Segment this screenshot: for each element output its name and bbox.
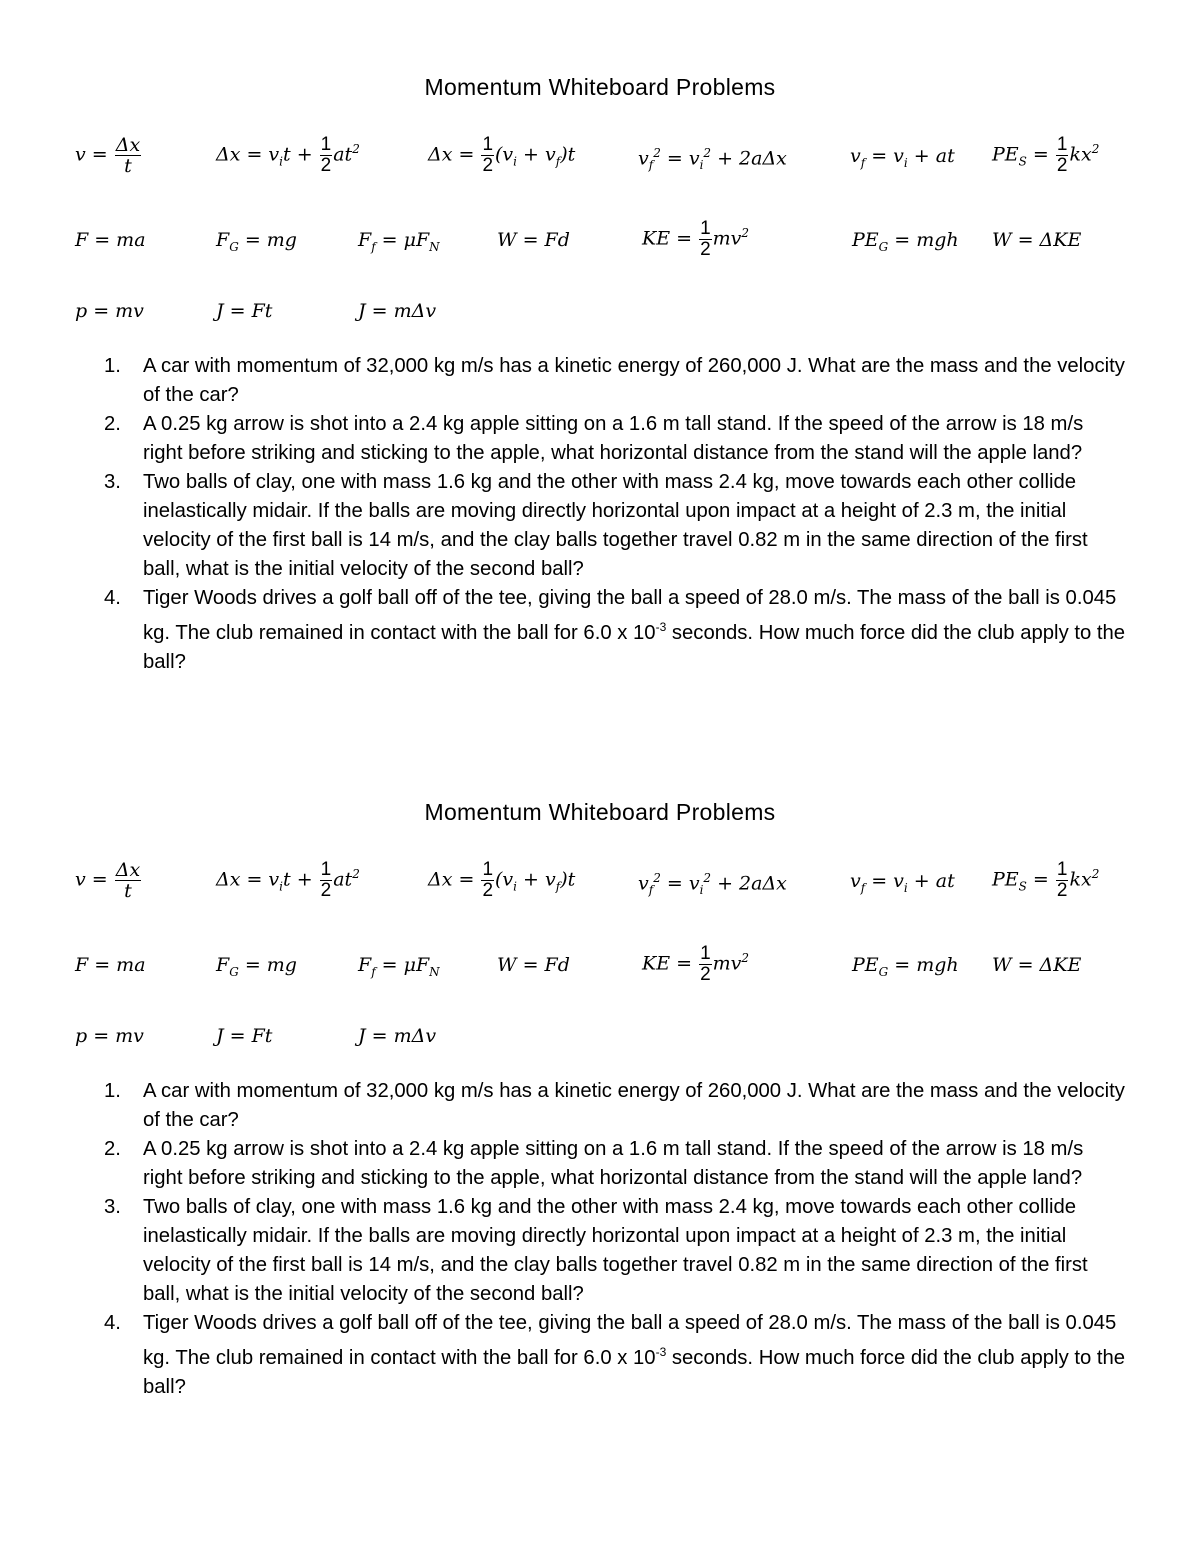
equation-impulse-momentum: J = mΔv bbox=[358, 300, 437, 322]
problem-item: 3. Two balls of clay, one with mass 1.6 kg and the other with mass 2.4 kg, move towards each other collide inelastically midair. If the balls are moving directly horizontal upon impact at a height of 2.3 m, the initial velocity of the first ball is 14 m/s, and the clay balls together travel 0.82 m in the same direction of the first ball, what is the initial velocity of the second ball? bbox=[104, 471, 1088, 580]
equation-work-energy: W = ΔKE bbox=[992, 954, 1082, 976]
equation-displacement-avg: Δx = $\frac{1}{2}$ $(v_i + v_f)t$ bbox=[428, 859, 576, 901]
equation-work-energy: W = ΔKE bbox=[992, 229, 1082, 251]
equation-spring-pe: $PE_S$ = $\frac{1}{2}$ $kx^2$ bbox=[992, 859, 1100, 901]
equation-newton-second: F = ma bbox=[75, 229, 146, 251]
equation-vf-squared: $v_f^2 = v_i^2 + 2a\Delta x$ bbox=[638, 871, 787, 898]
equation-displacement-avg: Δx = $\frac{1}{2}$ $(v_i + v_f)t$ bbox=[428, 134, 576, 176]
equation-velocity: v = $\frac{\Delta x}{t}$ bbox=[75, 134, 141, 177]
problem-item: 1. A car with momentum of 32,000 kg m/s has a kinetic energy of 260,000 J. What are the mass and the velocity of the car? bbox=[104, 1080, 1125, 1131]
problem-list bbox=[98, 352, 1128, 677]
problem-item: 2. A 0.25 kg arrow is shot into a 2.4 kg apple sitting on a 1.6 m tall stand. If the speed of the arrow is 18 m/s right before striking and sticking to the apple, what horizontal distance from the stand will the apple land? bbox=[104, 413, 1084, 464]
equation-kinetic-energy: KE = $\frac{1}{2}$ $mv^2$ bbox=[642, 218, 750, 260]
equation-vf: $v_f = v_i$ + at bbox=[850, 145, 955, 170]
equation-momentum: p = mv bbox=[75, 1025, 144, 1047]
equation-displacement-accel: $\Delta x = v_it$ + $\frac{1}{2}$ $at^2$ bbox=[216, 134, 360, 176]
equation-work: W = Fd bbox=[497, 954, 570, 976]
problem-item: 1. A car with momentum of 32,000 kg m/s has a kinetic energy of 260,000 J. What are the mass and the velocity of the car? bbox=[104, 355, 1125, 406]
equation-impulse-momentum: J = mΔv bbox=[358, 1025, 437, 1047]
problem-item: 2. A 0.25 kg arrow is shot into a 2.4 kg apple sitting on a 1.6 m tall stand. If the speed of the arrow is 18 m/s right before striking and sticking to the apple, what horizontal distance from the stand will the apple land? bbox=[104, 1138, 1084, 1189]
page-title: Momentum Whiteboard Problems bbox=[424, 74, 776, 100]
equation-weight: $F_G$ = mg bbox=[216, 229, 297, 254]
worksheet-copy-2 bbox=[0, 725, 1200, 1450]
page-title: Momentum Whiteboard Problems bbox=[424, 799, 776, 825]
equation-friction: $F_f = \mu F_N$ bbox=[358, 229, 440, 254]
equation-gravitational-pe: $PE_G$ = mgh bbox=[852, 954, 959, 979]
worksheet-copy-1 bbox=[0, 0, 1200, 725]
equation-impulse-force: J = Ft bbox=[216, 300, 273, 322]
equation-vf: $v_f = v_i$ + at bbox=[850, 870, 955, 895]
problem-item: 4. Tiger Woods drives a golf ball off of the tee, giving the ball a speed of 28.0 m/s. The mass of the ball is 0.045 kg. The club remained in contact with the ball for 6.0 x $10^{-3}$ seconds. How much force did the club apply to the ball? bbox=[104, 1312, 1126, 1398]
equation-velocity: v = $\frac{\Delta x}{t}$ bbox=[75, 859, 141, 902]
problem-item: 3. Two balls of clay, one with mass 1.6 kg and the other with mass 2.4 kg, move towards each other collide inelastically midair. If the balls are moving directly horizontal upon impact at a height of 2.3 m, the initial velocity of the first ball is 14 m/s, and the clay balls together travel 0.82 m in the same direction of the first ball, what is the initial velocity of the second ball? bbox=[104, 1196, 1088, 1305]
equation-weight: $F_G$ = mg bbox=[216, 954, 297, 979]
equation-friction: $F_f = \mu F_N$ bbox=[358, 954, 440, 979]
problem-list bbox=[98, 1077, 1128, 1402]
equation-vf-squared: $v_f^2 = v_i^2 + 2a\Delta x$ bbox=[638, 146, 787, 173]
equation-displacement-accel: $\Delta x = v_it$ + $\frac{1}{2}$ $at^2$ bbox=[216, 859, 360, 901]
equation-spring-pe: $PE_S$ = $\frac{1}{2}$ $kx^2$ bbox=[992, 134, 1100, 176]
equation-newton-second: F = ma bbox=[75, 954, 146, 976]
problem-item: 4. Tiger Woods drives a golf ball off of the tee, giving the ball a speed of 28.0 m/s. The mass of the ball is 0.045 kg. The club remained in contact with the ball for 6.0 x $10^{-3}$ seconds. How much force did the club apply to the ball? bbox=[104, 587, 1126, 673]
equation-gravitational-pe: $PE_G$ = mgh bbox=[852, 229, 959, 254]
equation-kinetic-energy: KE = $\frac{1}{2}$ $mv^2$ bbox=[642, 943, 750, 985]
equation-work: W = Fd bbox=[497, 229, 570, 251]
equation-impulse-force: J = Ft bbox=[216, 1025, 273, 1047]
equation-momentum: p = mv bbox=[75, 300, 144, 322]
